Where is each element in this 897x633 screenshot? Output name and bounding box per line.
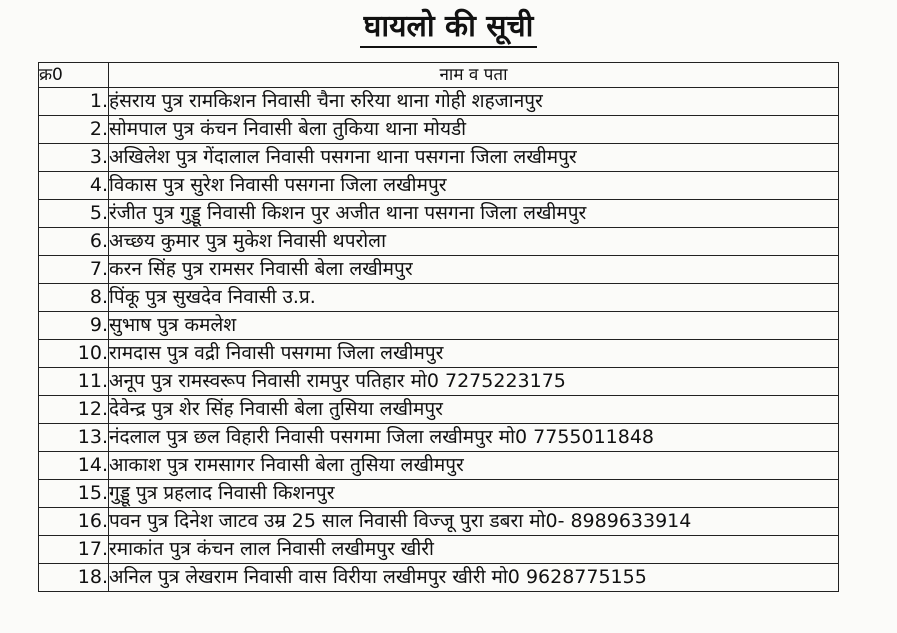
table-row <box>39 172 839 200</box>
row-name-address: सुभाष पुत्र कमलेश <box>109 312 839 340</box>
row-serial-number: 7. <box>39 256 109 284</box>
row-serial-number: 5. <box>39 200 109 228</box>
row-name-address: पिंकू पुत्र सुखदेव निवासी उ.प्र. <box>109 284 839 312</box>
row-name-address: अनूप पुत्र रामस्वरूप निवासी रामपुर पतिहार मो0 7275223175 <box>109 368 839 396</box>
row-serial-number: 9. <box>39 312 109 340</box>
row-serial-number: 13. <box>39 424 109 452</box>
row-name-address: रामदास पुत्र वद्री निवासी पसगमा जिला लखीमपुर <box>109 340 839 368</box>
table-row <box>39 368 839 396</box>
injured-list-table <box>38 62 839 592</box>
name-address-header: नाम व पता <box>109 63 839 88</box>
page-title: घायलो की सूची <box>360 8 538 48</box>
row-name-address: करन सिंह पुत्र रामसर निवासी बेला लखीमपुर <box>109 256 839 284</box>
row-name-address: रंजीत पुत्र गुड्डू निवासी किशन पुर अजीत थाना पसगना जिला लखीमपुर <box>109 200 839 228</box>
row-name-address: नंदलाल पुत्र छल विहारी निवासी पसगमा जिला लखीमपुर मो0 7755011848 <box>109 424 839 452</box>
table-row <box>39 88 839 116</box>
row-serial-number: 12. <box>39 396 109 424</box>
row-serial-number: 1. <box>39 88 109 116</box>
table-row <box>39 284 839 312</box>
row-name-address: विकास पुत्र सुरेश निवासी पसगना जिला लखीमपुर <box>109 172 839 200</box>
row-serial-number: 11. <box>39 368 109 396</box>
row-name-address: अनिल पुत्र लेखराम निवासी वास विरीया लखीमपुर खीरी मो0 9628775155 <box>109 564 839 592</box>
table-row <box>39 564 839 592</box>
table-row <box>39 200 839 228</box>
table-row <box>39 340 839 368</box>
row-serial-number: 16. <box>39 508 109 536</box>
table-header-row <box>39 63 839 88</box>
row-serial-number: 10. <box>39 340 109 368</box>
table-body <box>39 88 839 592</box>
table-row <box>39 116 839 144</box>
table-row <box>39 452 839 480</box>
table-row <box>39 256 839 284</box>
table-row <box>39 228 839 256</box>
row-serial-number: 15. <box>39 480 109 508</box>
serial-header: क्र0 <box>39 63 109 88</box>
table-row <box>39 396 839 424</box>
row-name-address: सोमपाल पुत्र कंचन निवासी बेला तुकिया थाना मोयडी <box>109 116 839 144</box>
row-serial-number: 2. <box>39 116 109 144</box>
row-name-address: अच्छय कुमार पुत्र मुकेश निवासी थपरोला <box>109 228 839 256</box>
row-name-address: हंसराय पुत्र रामकिशन निवासी चैना रुरिया थाना गोही शहजानपुर <box>109 88 839 116</box>
table-row <box>39 508 839 536</box>
table-row <box>39 536 839 564</box>
row-serial-number: 17. <box>39 536 109 564</box>
table-row <box>39 312 839 340</box>
row-serial-number: 14. <box>39 452 109 480</box>
row-name-address: देवेन्द्र पुत्र शेर सिंह निवासी बेला तुसिया लखीमपुर <box>109 396 839 424</box>
row-serial-number: 18. <box>39 564 109 592</box>
table-row <box>39 424 839 452</box>
row-name-address: गुड्डू पुत्र प्रहलाद निवासी किशनपुर <box>109 480 839 508</box>
row-serial-number: 6. <box>39 228 109 256</box>
row-name-address: आकाश पुत्र रामसागर निवासी बेला तुसिया लखीमपुर <box>109 452 839 480</box>
row-serial-number: 3. <box>39 144 109 172</box>
row-serial-number: 8. <box>39 284 109 312</box>
row-name-address: अखिलेश पुत्र गेंदालाल निवासी पसगना थाना पसगना जिला लखीमपुर <box>109 144 839 172</box>
row-name-address: पवन पुत्र दिनेश जाटव उम्र 25 साल निवासी विज्जू पुरा डबरा मो0- 8989633914 <box>109 508 839 536</box>
title-container <box>0 8 897 48</box>
row-name-address: रमाकांत पुत्र कंचन लाल निवासी लखीमपुर खीरी <box>109 536 839 564</box>
table-row <box>39 480 839 508</box>
table-row <box>39 144 839 172</box>
row-serial-number: 4. <box>39 172 109 200</box>
